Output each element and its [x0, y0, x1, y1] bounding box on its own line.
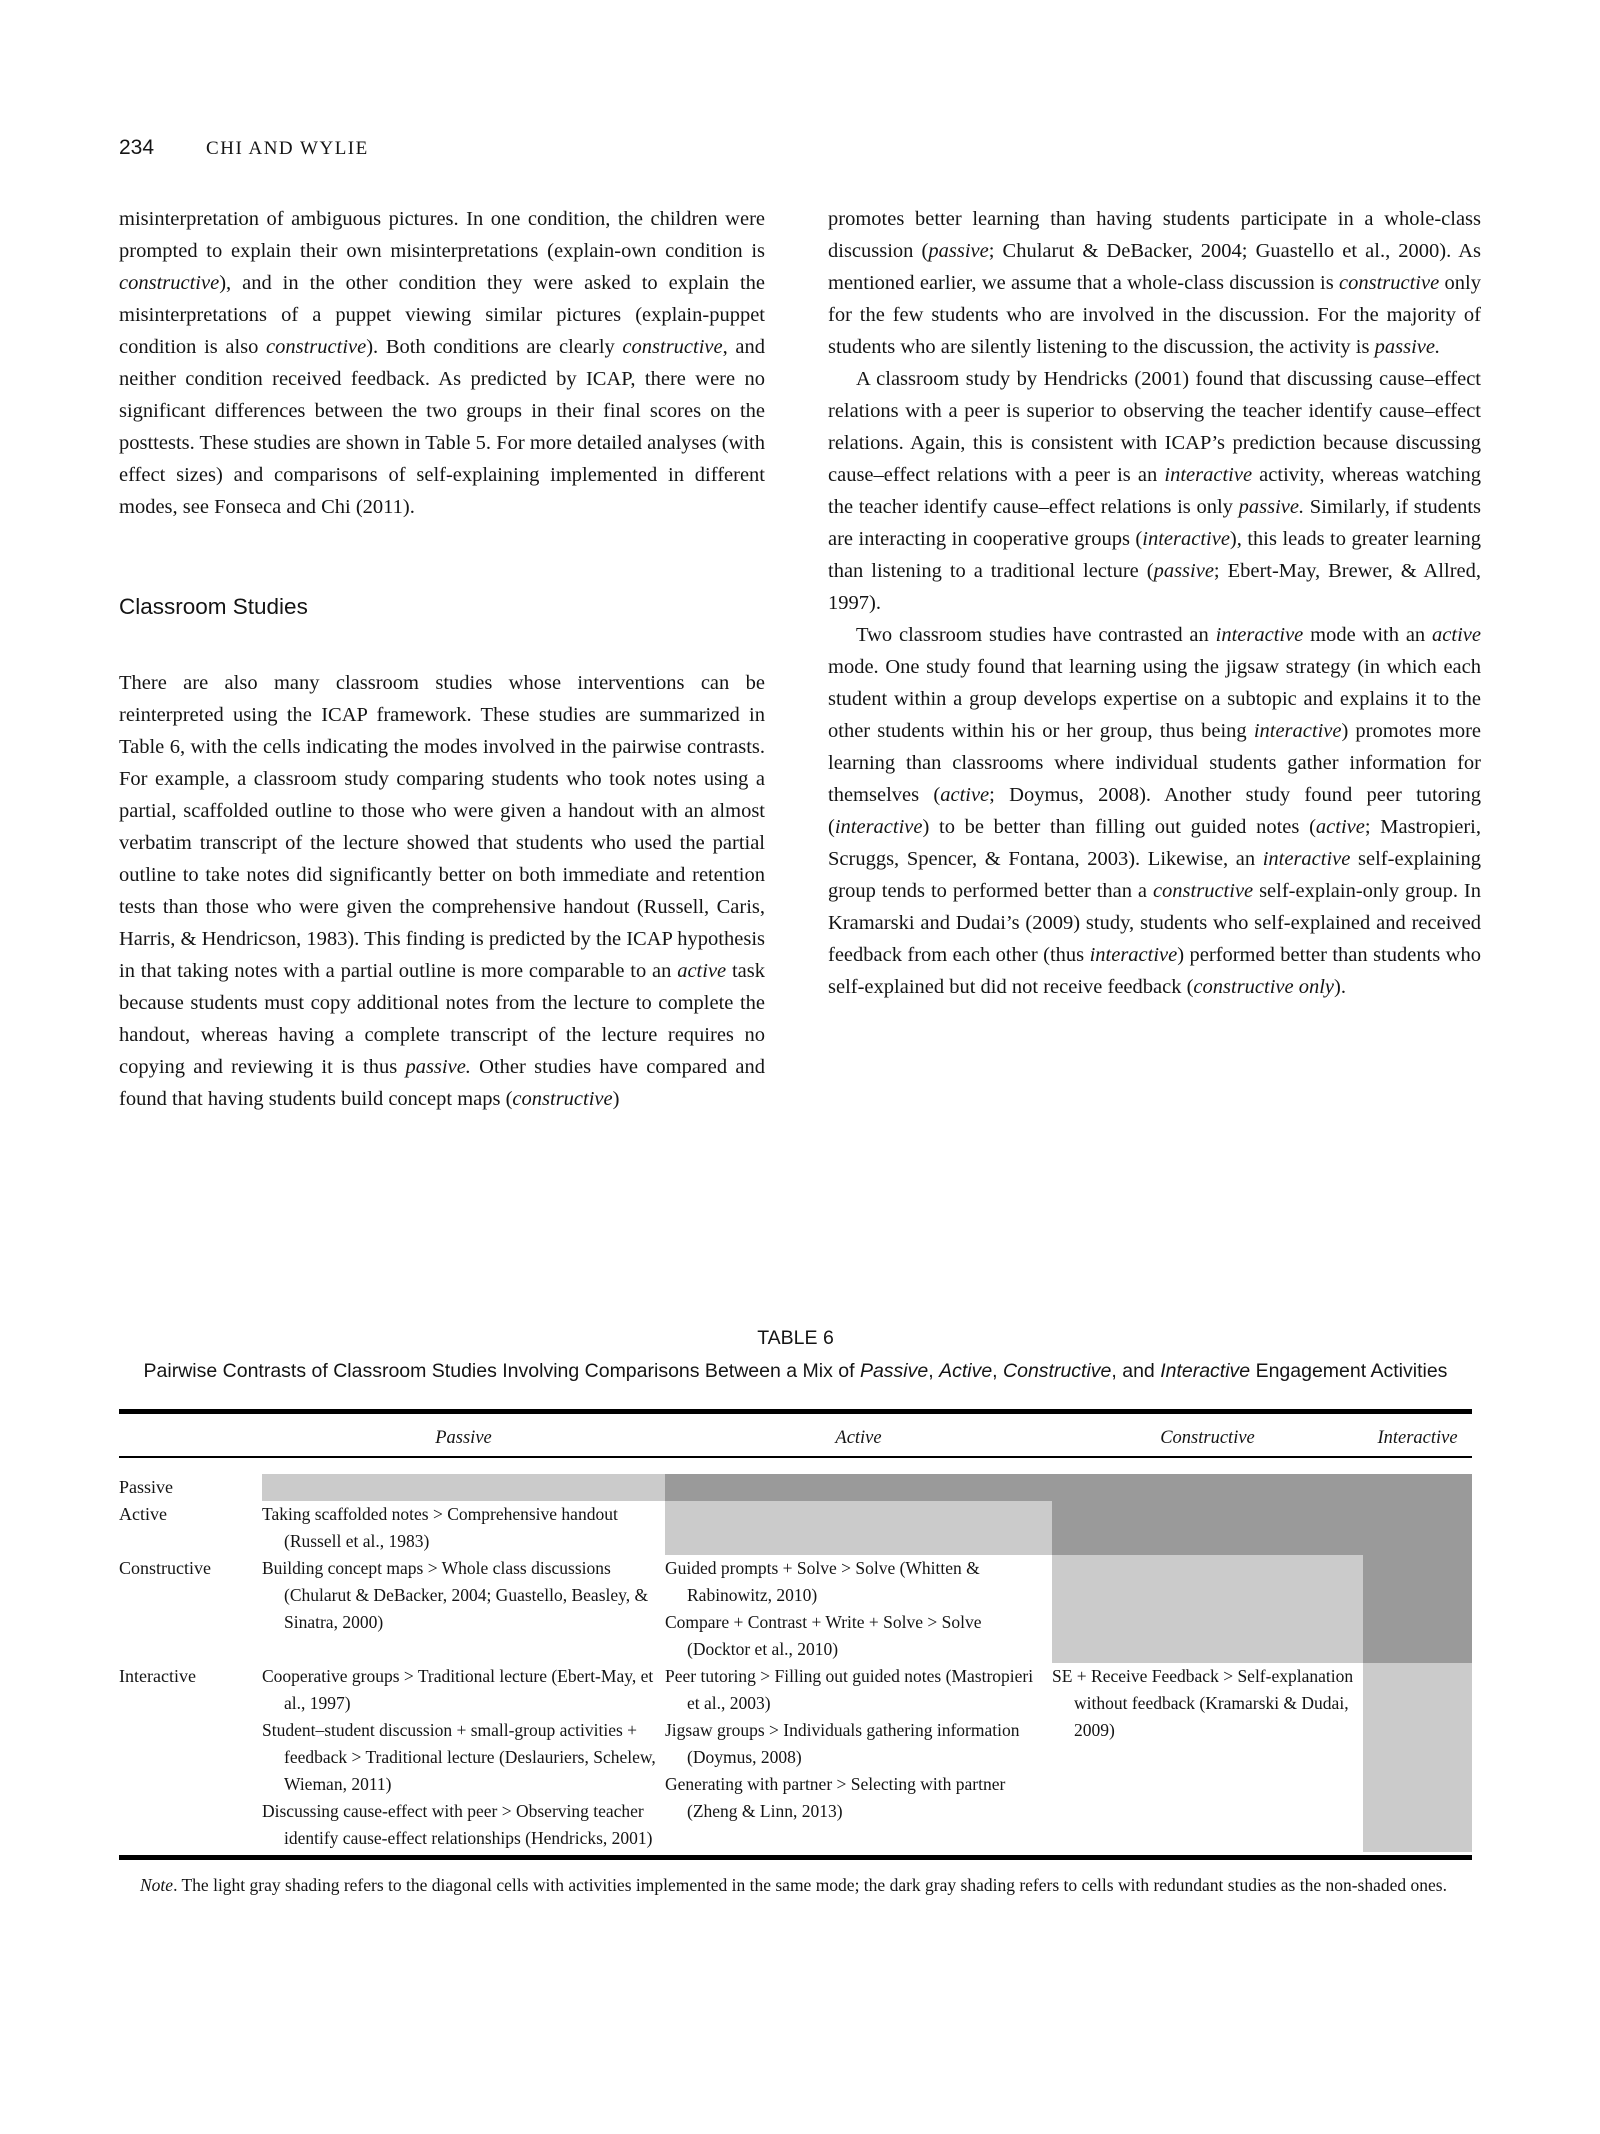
table-cell-active-passive [262, 1501, 665, 1555]
table-caption: Pairwise Contrasts of Classroom Studies Involving Comparisons Between a Mix of Passive, Active, Constructive, and Interactive Engagement Activities [143, 1360, 1448, 1382]
table-row-label-constructive: Constructive [119, 1558, 211, 1578]
running-head-title: CHI AND WYLIE [206, 138, 369, 159]
table-row-label-interactive: Interactive [119, 1666, 196, 1686]
paragraph: misinterpretation of ambiguous pictures. In one condition, the children were prompted to explain their own misinterpretations (explain-own condition is constructive), and in the other condition they were asked to explain the misinterpretations of a puppet viewing similar pictures (explain-puppet condition is also constructive). Both conditions are clearly constructive, and neither condition received feedback. As predicted by ICAP, there were no significant differences between the two groups in their final scores on the posttests. These studies are shown in Table 5. For more detailed analyses (with effect sizes) and comparisons of self-explaining implemented in different modes, see Fonseca and Chi (2011). [119, 208, 765, 518]
table-cell-constructive-interactive [1363, 1555, 1472, 1663]
table-cell-passive-constructive [1052, 1474, 1363, 1501]
table-cell-interactive-passive [262, 1663, 665, 1852]
table-cell-passive-interactive [1363, 1474, 1472, 1501]
table-cell-constructive-active [665, 1555, 1052, 1663]
table-note: Note. The light gray shading refers to the diagonal cells with activities implemented in the same mode; the dark gray shading refers to cells with redundant studies as the non-shaded ones. [140, 1875, 1447, 1895]
table-cell-passive-passive [262, 1474, 665, 1501]
table-cell-interactive-constructive [1052, 1663, 1363, 1852]
table-header-active: Active [835, 1428, 882, 1448]
table-cell-active-constructive [1052, 1501, 1363, 1555]
paragraph: A classroom study by Hendricks (2001) found that discussing cause–effect relations with a peer is superior to observing the teacher identify cause–effect relations. Again, this is consistent with ICAP’s prediction because discussing cause–effect relations with a peer is an interactive activity, whereas watching the teacher identify cause–effect relations is only passive. Similarly, if students are interacting in cooperative groups (interactive), this leads to greater learning than listening to a traditional lecture (passive; Ebert-May, Brewer, & Allred, 1997). [828, 368, 1482, 614]
table-cell-constructive-passive [262, 1555, 665, 1663]
table-cell-interactive-active [665, 1663, 1052, 1852]
table-bottom-rule [119, 1855, 1472, 1860]
body-column-left [119, 203, 765, 1115]
table-header-interactive: Interactive [1377, 1428, 1458, 1448]
table-header-constructive: Constructive [1160, 1428, 1255, 1448]
paragraph: Two classroom studies have contrasted an interactive mode with an active mode. One study found that learning using the jigsaw strategy (in which each student within a group develops expertise on a subtopic and explains it to the other students within his or her group, thus being interactive) promotes more learning than classrooms where individual students gather information for themselves (active; Doymus, 2008). Another study found peer tutoring (interactive) to be better than filling out guided notes (active; Mastropieri, Scruggs, Spencer, & Fontana, 2003). Likewise, an interactive self-explaining group tends to performed better than a constructive self-explain-only group. In Kramarski and Dudai’s (2009) study, students who self-explained and received feedback from each other (thus interactive) performed better than students who self-explained but did not receive feedback (constructive only). [828, 624, 1482, 998]
table-entry: Jigsaw groups > Individuals gathering information (Doymus, 2008) [665, 1720, 1020, 1767]
table-body [119, 1474, 1472, 1852]
paragraph: promotes better learning than having students participate in a whole-class discussion (passive; Chularut & DeBacker, 2004; Guastello et al., 2000). As mentioned earlier, we assume that a whole-class discussion is constructive only for the few students who are involved in the discussion. For the majority of students who are silently listening to the discussion, the activity is passive. [828, 208, 1482, 358]
table-cell-passive-active [665, 1474, 1052, 1501]
table-header-passive: Passive [435, 1428, 492, 1448]
table-cell-constructive-constructive [1052, 1555, 1363, 1663]
table-entry: Cooperative groups > Traditional lecture (Ebert-May, et al., 1997) [262, 1666, 654, 1713]
table-entry: SE + Receive Feedback > Self-explanation without feedback (Kramarski & Dudai, 2009) [1052, 1666, 1354, 1740]
page-number: 234 [119, 136, 155, 159]
table-entry: Taking scaffolded notes > Comprehensive handout (Russell et al., 1983) [262, 1504, 618, 1551]
table-cell-interactive-interactive [1363, 1663, 1472, 1852]
table-cell-active-interactive [1363, 1501, 1472, 1555]
table-entry: Guided prompts + Solve > Solve (Whitten & Rabinowitz, 2010) [665, 1558, 980, 1605]
table-row-label-active: Active [119, 1504, 167, 1524]
paragraph: There are also many classroom studies whose interventions can be reinterpreted using the ICAP framework. These studies are summarized in Table 6, with the cells indicating the modes involved in the pairwise contrasts. For example, a classroom study comparing students who took notes using a partial, scaffolded outline to those who were given a handout with an almost verbatim transcript of the lecture showed that students who used the partial outline to take notes did significantly better on both immediate and retention tests than those who were given the comprehensive handout (Russell, Caris, Harris, & Hendricson, 1983). This finding is predicted by the ICAP hypothesis in that taking notes with a partial outline is more comparable to an active task because students must copy additional notes from the lecture to complete the handout, whereas having a complete transcript of the lecture requires no copying and reviewing it is thus passive. Other studies have compared and found that having students build concept maps (constructive) [119, 672, 765, 1110]
table-header-row [119, 1414, 1472, 1458]
table-header-spacer [119, 1426, 262, 1450]
table-cell-active-active [665, 1501, 1052, 1555]
table-entry: Peer tutoring > Filling out guided notes (Mastropieri et al., 2003) [665, 1666, 1034, 1713]
running-head [119, 136, 1481, 160]
table-entry: Student–student discussion + small-group activities + feedback > Traditional lecture (Deslauriers, Schelew, Wieman, 2011) [262, 1720, 656, 1794]
table-row-label-passive: Passive [119, 1477, 173, 1497]
table-label: TABLE 6 [757, 1327, 834, 1349]
table-entry: Compare + Contrast + Write + Solve > Solve (Docktor et al., 2010) [665, 1612, 982, 1659]
body-column-right [828, 203, 1481, 1003]
table-entry: Generating with partner > Selecting with partner (Zheng & Linn, 2013) [665, 1774, 1006, 1821]
table-6 [119, 1327, 1472, 1899]
table-entry: Building concept maps > Whole class discussions (Chularut & DeBacker, 2004; Guastello, Beasley, & Sinatra, 2000) [262, 1558, 649, 1632]
section-heading: Classroom Studies [119, 594, 308, 619]
table-entry: Discussing cause-effect with peer > Observing teacher identify cause-effect relationships (Hendricks, 2001) [262, 1801, 653, 1848]
